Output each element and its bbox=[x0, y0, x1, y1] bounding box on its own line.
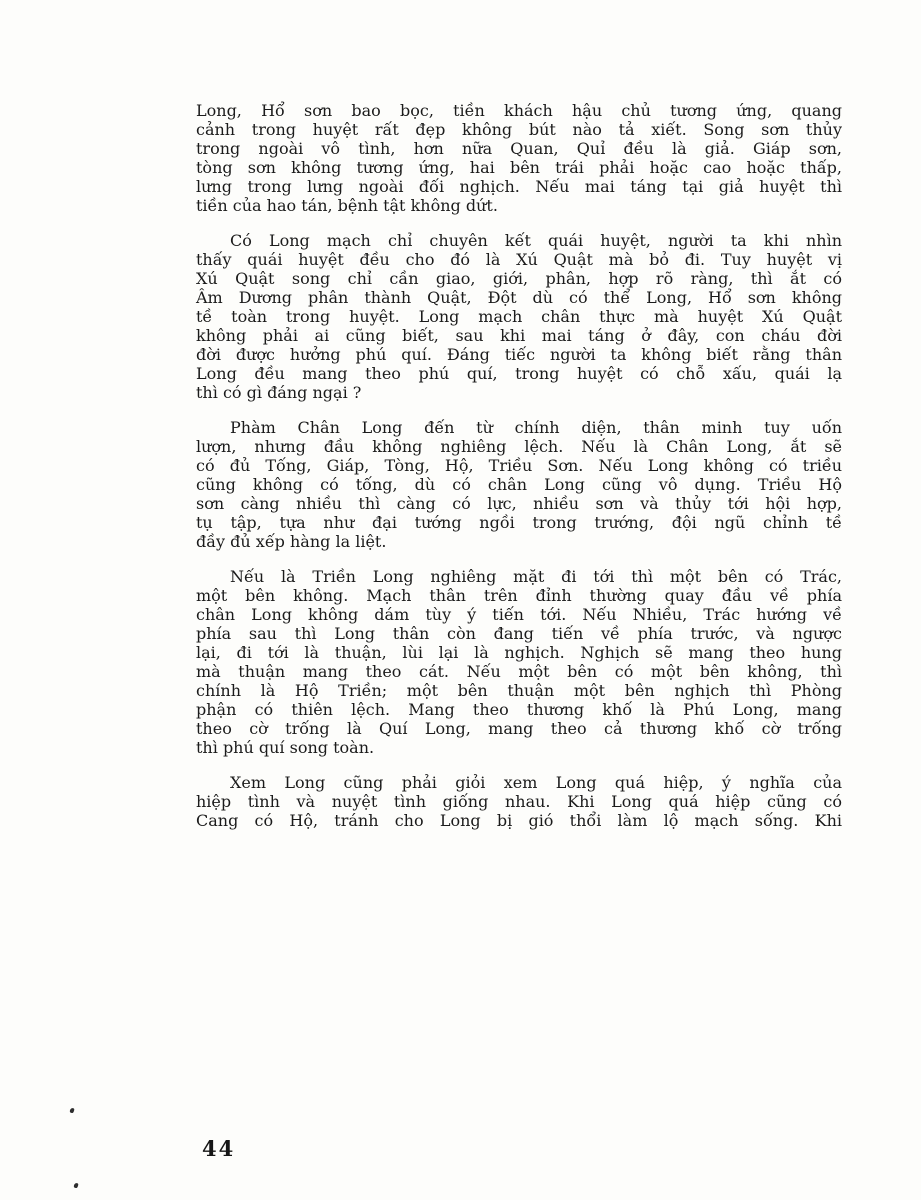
text-line: phận có thiên lệch. Mang theo thương khố là Phú Long, mang bbox=[196, 700, 842, 719]
text-line: đầy đủ xếp hàng la liệt. bbox=[196, 532, 387, 551]
text-line: một bên không. Mạch thân trên đỉnh thường quay đầu về phía bbox=[196, 586, 842, 605]
text-line: đời được hưởng phú quí. Đáng tiếc người ta không biết rằng thân bbox=[196, 345, 842, 364]
text-line: Long, Hổ sơn bao bọc, tiền khách hậu chủ tương ứng, quang bbox=[196, 101, 842, 120]
text-line: sơn càng nhiều thì càng có lực, nhiều sơn và thủy tới hội hợp, bbox=[196, 494, 842, 513]
text-line: thì có gì đáng ngại ? bbox=[196, 383, 362, 402]
ink-speck bbox=[69, 1108, 74, 1114]
text-line: tề toàn trong huyệt. Long mạch chân thực mà huyệt Xú Quật bbox=[196, 307, 842, 326]
text-line: tiền của hao tán, bệnh tật không dứt. bbox=[196, 196, 498, 215]
text-line: lại, đi tới là thuận, lùi lại là nghịch. Nghịch sẽ mang theo hung bbox=[196, 643, 842, 662]
text-line: cũng không có tống, dù có chân Long cũng vô dụng. Triều Hộ bbox=[196, 475, 842, 494]
text-line: thì phú quí song toàn. bbox=[196, 738, 375, 757]
text-line: có đủ Tống, Giáp, Tòng, Hộ, Triều Sơn. Nếu Long không có triều bbox=[196, 456, 842, 475]
text-line: Phàm Chân Long đến từ chính diện, thân minh tuy uốn bbox=[230, 418, 842, 437]
page-number: 44 bbox=[202, 1136, 236, 1161]
text-line: thấy quái huyệt đều cho đó là Xú Quật mà bỏ đi. Tuy huyệt vị bbox=[196, 250, 842, 269]
text-line: cảnh trong huyệt rất đẹp không bút nào tả xiết. Song sơn thủy bbox=[196, 120, 842, 139]
text-line: Nếu là Triền Long nghiêng mặt đi tới thì một bên có Trác, bbox=[230, 567, 842, 586]
text-line: tụ tập, tựa như đại tướng ngồi trong trướng, đội ngũ chỉnh tề bbox=[196, 513, 842, 532]
text-line: không phải ai cũng biết, sau khi mai táng ở đây, con cháu đời bbox=[196, 326, 842, 345]
text-line: Cang có Hộ, tránh cho Long bị gió thổi làm lộ mạch sống. Khi bbox=[196, 811, 842, 830]
text-line: tòng sơn không tương ứng, hai bên trái phải hoặc cao hoặc thấp, bbox=[196, 158, 842, 177]
ink-speck bbox=[73, 1183, 78, 1189]
text-line: chính là Hộ Triền; một bên thuận một bên nghịch thì Phòng bbox=[196, 681, 842, 700]
text-line: mà thuận mang theo cát. Nếu một bên có một bên không, thì bbox=[196, 662, 842, 681]
text-line: Có Long mạch chỉ chuyên kết quái huyệt, người ta khi nhìn bbox=[230, 231, 842, 250]
text-line: theo cờ trống là Quí Long, mang theo cả thương khố cờ trống bbox=[196, 719, 842, 738]
text-line: phía sau thì Long thân còn đang tiến về phía trước, và ngược bbox=[196, 624, 842, 643]
text-line: hiệp tình và nuyệt tình giống nhau. Khi Long quá hiệp cũng có bbox=[196, 792, 842, 811]
text-line: Âm Dương phân thành Quật, Đột dù có thể Long, Hổ sơn không bbox=[196, 288, 842, 307]
text-line: chân Long không dám tùy ý tiến tới. Nếu Nhiều, Trác hướng về bbox=[196, 605, 842, 624]
text-line: Xú Quật song chỉ cần giao, giới, phân, hợp rõ ràng, thì ắt có bbox=[196, 269, 842, 288]
text-line: Long đều mang theo phú quí, trong huyệt có chỗ xấu, quái lạ bbox=[196, 364, 842, 383]
page-text bbox=[196, 101, 842, 846]
text-line: lượn, nhưng đầu không nghiêng lệch. Nếu là Chân Long, ắt sẽ bbox=[196, 437, 842, 456]
text-line: Xem Long cũng phải giỏi xem Long quá hiệp, ý nghĩa của bbox=[230, 773, 842, 792]
text-line: trong ngoài vô tình, hơn nữa Quan, Quỉ đều là giả. Giáp sơn, bbox=[196, 139, 842, 158]
text-line: lưng trong lưng ngoài đối nghịch. Nếu mai táng tại giả huyệt thì bbox=[196, 177, 842, 196]
